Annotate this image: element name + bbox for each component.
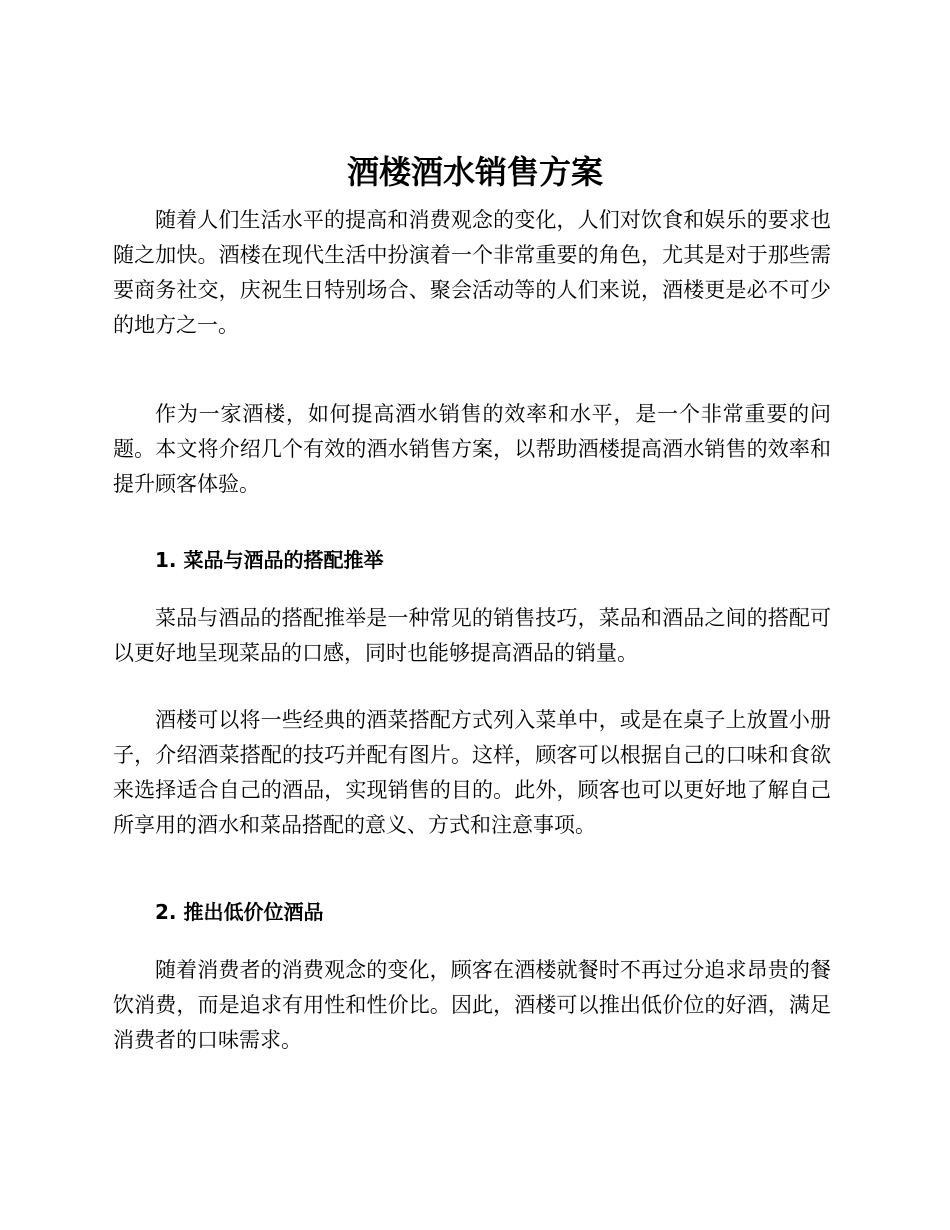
intro-paragraph-1: 随着人们生活水平的提高和消费观念的变化，人们对饮食和娱乐的要求也随之加快。酒楼在现代生活中扮演着一个非常重要的角色，尤其是对于那些需要商务社交，庆祝生日特别场合、聚会活动等的人们来说，酒楼更是必不可少的地方之一。 xyxy=(113,208,831,337)
document-title: 酒楼酒水销售方案 xyxy=(346,153,603,191)
section-heading-2: 2. 推出低价位酒品 xyxy=(155,900,324,924)
section2-paragraph-1: 随着消费者的消费观念的变化，顾客在酒楼就餐时不再过分追求昂贵的餐饮消费，而是追求有用性和性价比。因此，酒楼可以推出低价位的好酒，满足消费者的口味需求。 xyxy=(113,958,831,1052)
section-heading-1: 1. 菜品与酒品的搭配推举 xyxy=(155,548,384,572)
section1-paragraph-1: 菜品与酒品的搭配推举是一种常见的销售技巧，菜品和酒品之间的搭配可以更好地呈现菜品的口感，同时也能够提高酒品的销量。 xyxy=(113,606,831,665)
section1-paragraph-2: 酒楼可以将一些经典的酒菜搭配方式列入菜单中，或是在桌子上放置小册子，介绍酒菜搭配的技巧并配有图片。这样，顾客可以根据自己的口味和食欲来选择适合自己的酒品，实现销售的目的。此外，顾客也可以更好地了解自己所享用的酒水和菜品搭配的意义、方式和注意事项。 xyxy=(113,708,831,837)
intro-paragraph-2: 作为一家酒楼，如何提高酒水销售的效率和水平，是一个非常重要的问题。本文将介绍几个有效的酒水销售方案，以帮助酒楼提高酒水销售的效率和提升顾客体验。 xyxy=(113,402,831,496)
